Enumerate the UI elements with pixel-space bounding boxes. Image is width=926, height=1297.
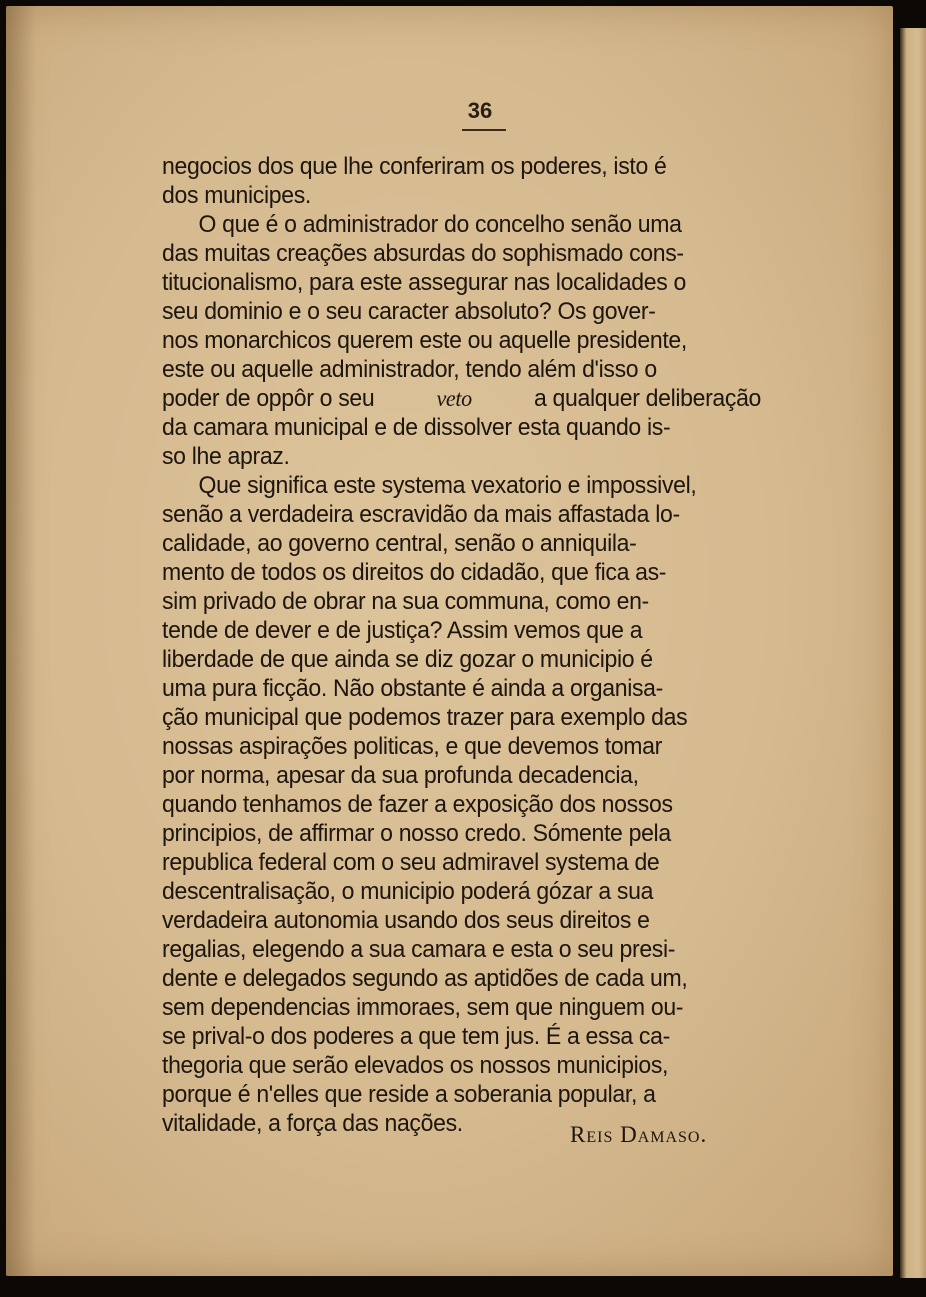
spine-shadow <box>6 6 36 1276</box>
text-line: senão a verdadeira escravidão da mais affastada lo- <box>162 501 680 528</box>
next-page-edge <box>900 28 926 1278</box>
page-number: 36 <box>467 98 493 123</box>
text-line: das muitas creações absurdas do sophismado cons- <box>162 240 684 267</box>
text-line: mento de todos os direitos do cidadão, que fica as- <box>162 559 667 586</box>
text-line: nossas aspirações politicas, e que devemos tomar <box>162 733 662 760</box>
text-line: seu dominio e o seu caracter absoluto? Os gover- <box>162 298 656 325</box>
text-line: principios, de affirmar o nosso credo. Sómente pela <box>162 820 671 847</box>
text-line: nos monarchicos querem este ou aquelle presidente, <box>162 327 687 354</box>
text-line: liberdade de que ainda se diz gozar o municipio é <box>162 646 653 673</box>
text-line: regalias, elegendo a sua camara e esta o seu presi- <box>162 936 676 963</box>
paragraph-start-line: Que significa este systema vexatorio e impossivel, <box>198 472 697 499</box>
line-segment: poder de oppôr o seu <box>162 385 375 412</box>
page-number-rule <box>462 129 506 131</box>
text-line: da camara municipal e de dissolver esta quando is- <box>162 414 671 441</box>
author-signature: Reis Damaso. <box>570 1122 708 1147</box>
paragraph-start-line: O que é o administrador do concelho senão uma <box>198 211 682 238</box>
text-line: vitalidade, a força das nações. <box>162 1110 463 1137</box>
text-line: quando tenhamos de fazer a exposição dos nossos <box>162 791 673 818</box>
text-line: titucionalismo, para este assegurar nas localidades o <box>162 269 686 296</box>
text-line: dente e delegados segundo as aptidões de cada um, <box>162 965 688 992</box>
text-line: sem dependencias immoraes, sem que ninguem ou- <box>162 994 684 1021</box>
text-line: sim privado de obrar na sua communa, como en- <box>162 588 649 615</box>
text-line: este ou aquelle administrador, tendo além d'isso o <box>162 356 657 383</box>
text-line: tende de dever e de justiça? Assim vemos que a <box>162 617 643 644</box>
text-line: descentralisação, o municipio poderá gózar a sua <box>162 878 654 905</box>
text-line: calidade, ao governo central, senão o anniquila- <box>162 530 637 557</box>
body-text <box>162 152 761 1138</box>
text-line: ção municipal que podemos trazer para exemplo das <box>162 704 688 731</box>
text-line: negocios dos que lhe conferiram os poderes, isto é <box>162 153 667 180</box>
text-line: so lhe apraz. <box>162 443 290 470</box>
text-line: verdadeira autonomia usando dos seus direitos e <box>162 907 650 934</box>
text-line: uma pura ficção. Não obstante é ainda a organisa- <box>162 675 663 702</box>
line-segment: a qualquer deliberação <box>534 385 762 412</box>
italic-word-veto: veto <box>436 386 472 411</box>
text-line: republica federal com o seu admiravel systema de <box>162 849 660 876</box>
text-line: porque é n'elles que reside a soberania popular, a <box>162 1081 656 1108</box>
text-line: por norma, apesar da sua profunda decadencia, <box>162 762 639 789</box>
text-line-with-italic <box>162 384 761 413</box>
text-line: se prival-o dos poderes a que tem jus. É a essa ca- <box>162 1023 670 1050</box>
text-line: dos municipes. <box>162 182 311 209</box>
text-line: thegoria que serão elevados os nossos municipios, <box>162 1052 669 1079</box>
